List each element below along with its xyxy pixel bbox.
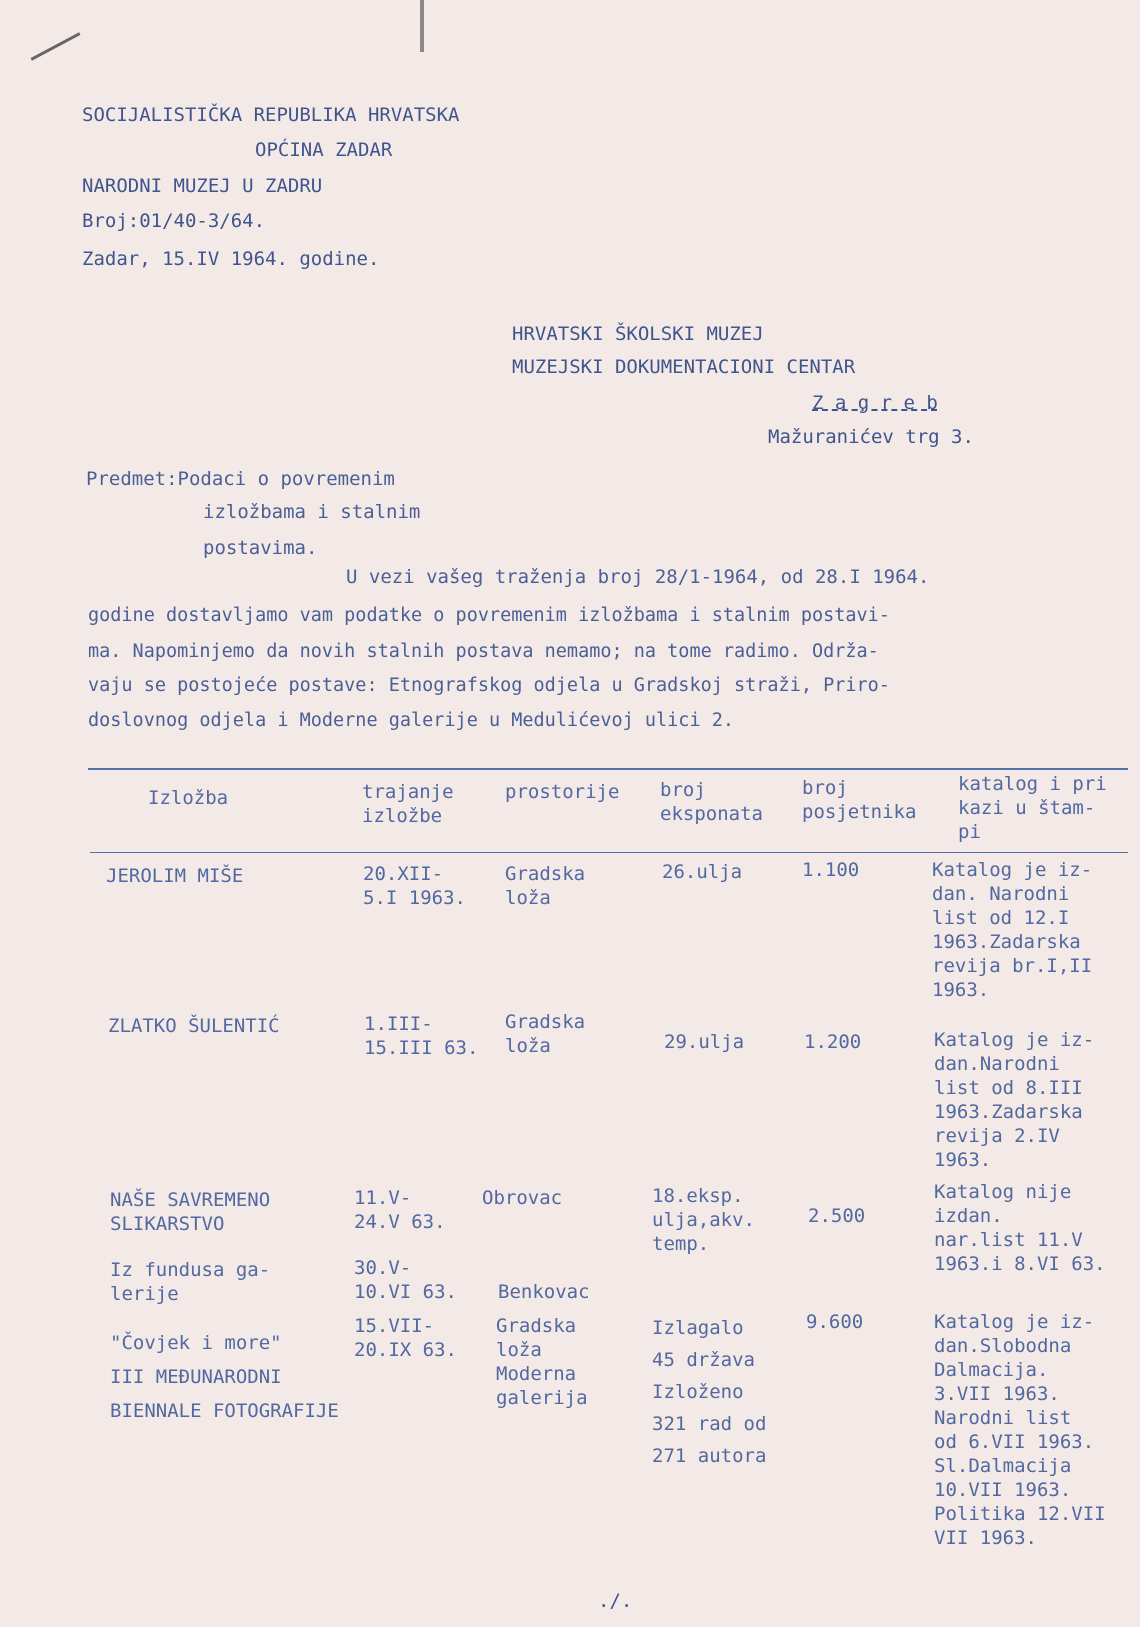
- table-header-visitors: broj posjetnika: [802, 777, 917, 823]
- table-top-rule: [88, 768, 1128, 770]
- row-5-exhibits: Izlagalo 45 država Izloženo 321 rad od 271 autora: [652, 1317, 767, 1467]
- row-2-exhibits: 29.ulja: [664, 1031, 745, 1053]
- table-header-catalog: katalog i pri kazi u štam- pi: [958, 773, 1107, 843]
- row-1-name: JEROLIM MIŠE: [106, 865, 244, 887]
- row-3-name: NAŠE SAVREMENO SLIKARSTVO: [110, 1189, 271, 1235]
- row-3-rooms: Obrovac: [482, 1187, 563, 1209]
- recipient-city: Z a g r e b: [812, 392, 938, 414]
- row-5-visitors: 9.600: [806, 1311, 864, 1333]
- row-2-name: ZLATKO ŠULENTIĆ: [108, 1015, 280, 1037]
- table-header-rule: [90, 852, 1128, 853]
- continuation-mark: ./.: [598, 1590, 633, 1612]
- table-header-rooms: prostorije: [505, 781, 620, 803]
- row-3-visitors: 2.500: [808, 1205, 866, 1227]
- header-museum: NARODNI MUZEJ U ZADRU: [82, 175, 323, 197]
- subject-line1: Predmet:Podaci o povremenim: [86, 468, 395, 490]
- body-line2: godine dostavljamo vam podatke o povremenim izložbama i stalnim postavi-: [88, 605, 890, 626]
- row-1-visitors: 1.100: [802, 859, 860, 881]
- row-2-catalog: Katalog je iz- dan.Narodni list od 8.III 1963.Zadarska revija 2.IV 1963.: [934, 1029, 1095, 1171]
- table-header-exhibits: broj eksponata: [660, 779, 763, 825]
- header-date: Zadar, 15.IV 1964. godine.: [82, 248, 380, 270]
- table-header-duration: trajanje izložbe: [362, 781, 454, 827]
- body-line1: U vezi vašeg traženja broj 28/1-1964, od 28.I 1964.: [346, 566, 930, 588]
- recipient-line2: MUZEJSKI DOKUMENTACIONI CENTAR: [512, 356, 856, 378]
- row-4-duration: 30.V- 10.VI 63.: [354, 1257, 457, 1303]
- row-3-duration: 11.V- 24.V 63.: [354, 1187, 446, 1233]
- row-5-rooms: Gradska loža Moderna galerija: [496, 1315, 588, 1409]
- subject-line2: izložbama i stalnim: [203, 501, 421, 523]
- row-4-name: Iz fundusa ga- lerije: [110, 1259, 271, 1305]
- table-header-exhibition: Izložba: [148, 787, 229, 809]
- recipient-street: Mažuranićev trg 3.: [768, 426, 974, 448]
- row-1-catalog: Katalog je iz- dan. Narodni list od 12.I 1963.Zadarska revija br.I,II 1963.: [932, 859, 1093, 1001]
- row-4-rooms: Benkovac: [498, 1281, 590, 1303]
- body-line5: doslovnog odjela i Moderne galerije u Medulićevoj ulici 2.: [88, 710, 735, 731]
- row-2-duration: 1.III- 15.III 63.: [364, 1013, 479, 1059]
- row-2-rooms: Gradska loža: [505, 1011, 586, 1057]
- row-3-catalog: Katalog nije izdan. nar.list 11.V 1963.i 8.VI 63.: [934, 1181, 1106, 1275]
- row-5-name: "Čovjek i more" III MEĐUNARODNI BIENNALE FOTOGRAFIJE: [110, 1332, 339, 1422]
- staple-mark: [31, 32, 81, 60]
- row-5-duration: 15.VII- 20.IX 63.: [354, 1315, 457, 1361]
- header-republic: SOCIJALISTIČKA REPUBLIKA HRVATSKA: [82, 104, 460, 126]
- row-5-catalog: Katalog je iz- dan.Slobodna Dalmacija. 3.VII 1963. Narodni list od 6.VII 1963. Sl.Dalmacija 10.VII 1963. Politika 12.VII VII 1963.: [934, 1311, 1106, 1549]
- row-1-rooms: Gradska loža: [505, 863, 586, 909]
- row-1-exhibits: 26.ulja: [662, 861, 743, 883]
- body-line3: ma. Napominjemo da novih stalnih postava nemamo; na tome radimo. Održa-: [88, 641, 879, 662]
- subject-line3: postavima.: [203, 537, 318, 559]
- row-1-duration: 20.XII- 5.I 1963.: [363, 863, 466, 909]
- row-2-visitors: 1.200: [804, 1031, 862, 1053]
- recipient-line1: HRVATSKI ŠKOLSKI MUZEJ: [512, 323, 764, 345]
- row-3-exhibits: 18.eksp. ulja,akv. temp.: [652, 1185, 755, 1255]
- header-municipality: OPĆINA ZADAR: [255, 139, 393, 161]
- header-number: Broj:01/40-3/64.: [82, 210, 266, 232]
- body-line4: vaju se postojeće postave: Etnografskog odjela u Gradskoj straži, Priro-: [88, 675, 890, 696]
- staple-mark-2: [420, 0, 424, 52]
